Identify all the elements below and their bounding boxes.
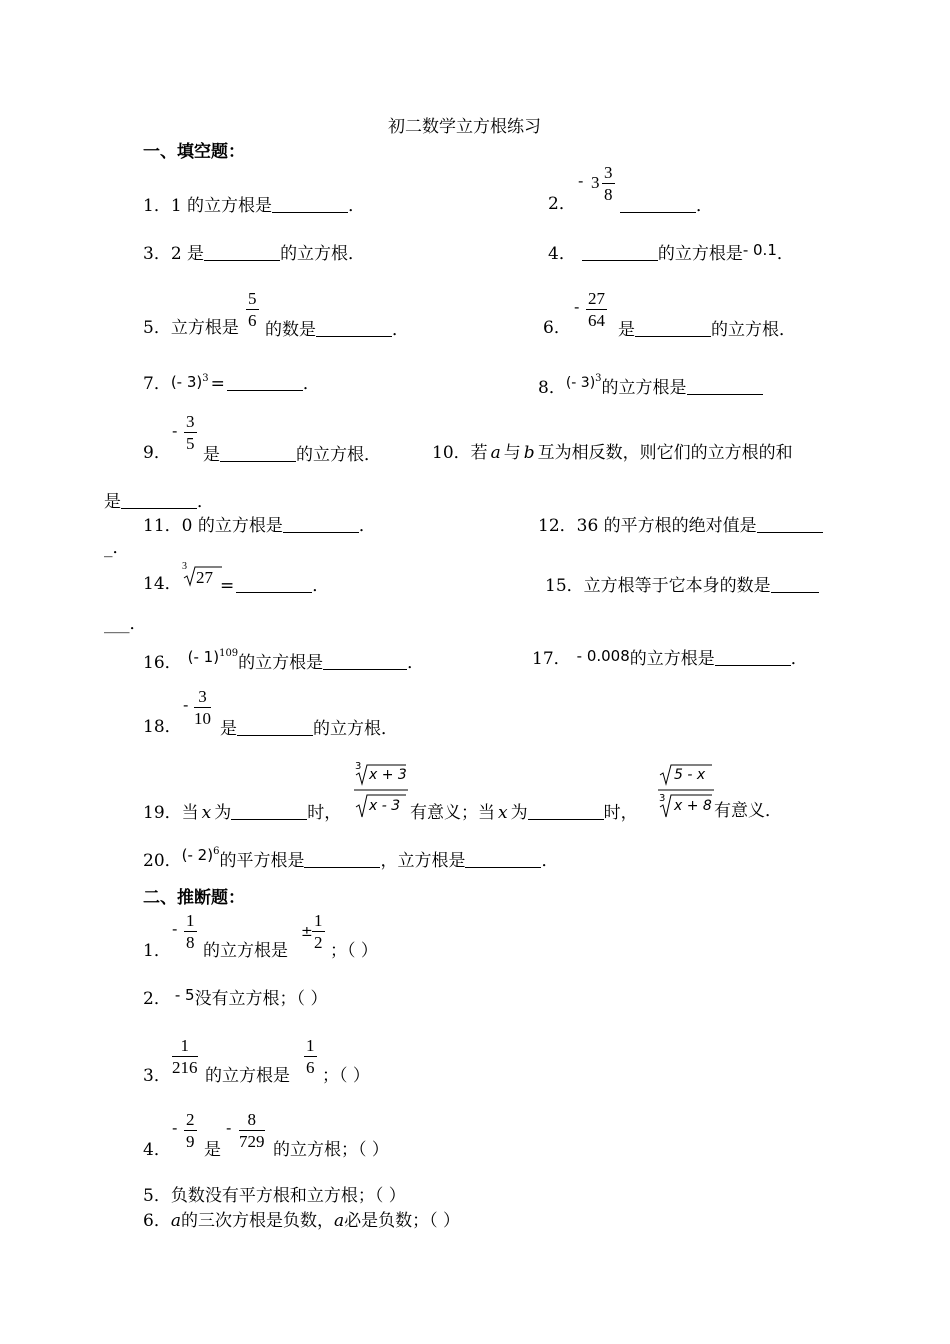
fraction-1-6: $\frac{1}{6}$ <box>306 1036 315 1077</box>
fraction-5-6: $\frac{5}{6}$ <box>248 289 257 330</box>
answer-blank[interactable] <box>236 576 312 593</box>
judge-4-mid: 是 <box>204 1140 221 1160</box>
question-15: 15．立方根等于它本身的数是 <box>545 576 819 595</box>
judge-3-tail: ；（ ） <box>322 1066 370 1086</box>
radical-expression-2: 3 5 - x x + 8 <box>656 762 714 822</box>
question-16: 16． (- 1)$^{109}$的立方根是 ． <box>143 648 425 673</box>
question-14-number: 14． <box>143 574 182 594</box>
question-5-tail: 的数是 ． <box>265 320 409 340</box>
fraction-27-64: $\frac{27}{64}$ <box>588 289 605 330</box>
answer-blank[interactable] <box>757 516 823 533</box>
question-14-tail: = ． <box>220 576 330 596</box>
judge-6: 6．a的三次方根是负数，a必是负数；（ ） <box>143 1211 461 1231</box>
answer-blank[interactable] <box>620 196 696 213</box>
page-title: 初二数学立方根练习 <box>388 117 541 137</box>
worksheet-page: 初二数学立方根练习 一、填空题： 1．1 的立方根是 ． 2． - 3 $\frac{3}{8}$ ． 3．2 是 的立方根． 4． 的立方根是- 0.1． 5．立方根是 $\frac{5}{6}$ 的数是 ． 6． - $\frac{27}{64}$ 是 的立方根． 7．(- 3)$^3$ = ． 8．$^{(- 3)3}$的立方根是 9． - $\frac{3}{5}$ 是 的立方根． 10．若 a 与 b 互为相反数，则它们的立方根的和 是 ． 11．0 的立方根是 ． 12．36 的平方根的绝对值是 _． 14． 3 27 = ． 15．立方根等于它本身的数是 ___． 16． (- 1)$^{109}$的立方根是 ． 17． - 0.008的立方根是 ． 18． - $\frac{3}{10}$ 是 的立方根． 19．当 x 为 时， 3 x + 3 x - 3 有意义；当 x 为 时， 3 5 - x x + 8 有意义． 20．(- 2)$^6$的平方根是 ，立方根是 ． 二、推断题： 1． - $\frac{1}{8}$ 的立方根是 ± $\frac{1}{2}$ ；（ ） 2． - 5没有立方根；（ ） 3． $\frac{1}{216}$ 的立方根是 $\frac{1}{6}$ ；（ ） 4． - $\frac{2}{9}$ 是 - $\frac{8}{729}$ 的立方根；（ ） 5．负数没有平方根和立方根；（ ） 6．a的三次方根是负数，a必是负数；（ ） <box>0 0 950 1344</box>
fraction-8-729: $\frac{8}{729}$ <box>239 1110 265 1151</box>
section-judgement-title: 二、推断题： <box>143 888 245 908</box>
judge-1-tail: ；（ ） <box>330 941 378 961</box>
question-2-tail: ． <box>620 196 713 215</box>
answer-blank[interactable] <box>715 649 791 666</box>
answer-blank[interactable] <box>272 196 348 213</box>
question-4: 4． 的立方根是- 0.1． <box>548 241 794 264</box>
radical-expression-1: 3 x + 3 x - 3 <box>352 762 408 822</box>
judge-1-mid: 的立方根是 <box>203 941 288 961</box>
question-5-start: 5．立方根是 <box>143 318 239 338</box>
question-19-start: 19．当 x 为 时， <box>143 803 342 823</box>
judge-5: 5．负数没有平方根和立方根；（ ） <box>143 1186 406 1206</box>
question-20: 20．(- 2)$^6$的平方根是 ，立方根是 ． <box>143 846 559 871</box>
answer-blank[interactable] <box>465 851 541 868</box>
judge-3-mid: 的立方根是 <box>205 1066 290 1086</box>
judge-2: 2． - 5没有立方根；（ ） <box>143 986 328 1009</box>
fraction-3-5: $\frac{3}{5}$ <box>186 412 195 453</box>
question-9-tail: 是 的立方根． <box>203 445 381 465</box>
answer-blank[interactable] <box>687 378 763 395</box>
answer-blank[interactable] <box>283 516 359 533</box>
question-17: 17． - 0.008的立方根是 ． <box>532 647 808 669</box>
answer-blank[interactable] <box>635 320 711 337</box>
minus-sign: - <box>574 298 580 316</box>
answer-blank[interactable] <box>304 851 380 868</box>
judge-4-tail: 的立方根；（ ） <box>273 1140 389 1160</box>
question-6-tail: 是 的立方根． <box>618 320 796 340</box>
question-19-mid: 有意义；当 x 为 时， <box>410 803 638 823</box>
minus-sign: - <box>226 1119 232 1137</box>
fraction-1-2: $\frac{1}{2}$ <box>314 911 323 952</box>
question-10-cont: 是 ． <box>104 492 214 512</box>
question-9-number: 9． <box>143 443 171 463</box>
question-12-cont: _． <box>104 538 130 558</box>
question-15-cont: ___． <box>104 614 147 634</box>
question-18-tail: 是 的立方根． <box>220 719 398 739</box>
answer-blank[interactable] <box>316 320 392 337</box>
question-18-number: 18． <box>143 717 182 737</box>
minus-sign: - <box>183 696 189 714</box>
minus-sign: - <box>172 422 178 440</box>
plus-minus-sign: ± <box>301 924 313 940</box>
fraction-2-9: $\frac{2}{9}$ <box>186 1110 195 1151</box>
judge-4-number: 4． <box>143 1140 171 1160</box>
question-19-tail: 有意义． <box>714 801 782 821</box>
question-11: 11．0 的立方根是 ． <box>143 516 376 536</box>
answer-blank[interactable] <box>237 719 313 736</box>
judge-3-number: 3． <box>143 1066 171 1086</box>
answer-blank[interactable] <box>528 803 604 820</box>
answer-blank[interactable] <box>582 244 658 261</box>
fraction-3-8: $\frac{3}{8}$ <box>604 163 613 204</box>
answer-blank[interactable] <box>204 244 280 261</box>
judge-1-number: 1． <box>143 941 171 961</box>
minus-sign: - <box>172 1119 178 1137</box>
question-6-number: 6． <box>543 318 571 338</box>
answer-blank[interactable] <box>771 576 819 593</box>
question-7: 7．(- 3)$^3$ = ． <box>143 373 320 394</box>
question-10: 10．若 a 与 b 互为相反数，则它们的立方根的和 <box>432 443 793 463</box>
question-2-number: 2． <box>548 194 576 214</box>
answer-blank[interactable] <box>323 653 407 670</box>
question-1: 1．1 的立方根是 ． <box>143 196 366 216</box>
answer-blank[interactable] <box>227 374 303 391</box>
answer-blank[interactable] <box>121 492 197 509</box>
question-8: 8．$^{(- 3)3}$的立方根是 <box>538 374 763 397</box>
mixed-whole: 3 <box>591 173 600 192</box>
answer-blank[interactable] <box>231 803 307 820</box>
fraction-1-8: $\frac{1}{8}$ <box>186 911 195 952</box>
section-fill-in-title: 一、填空题： <box>143 142 245 162</box>
question-12: 12．36 的平方根的绝对值是 <box>538 516 823 535</box>
fraction-3-10: $\frac{3}{10}$ <box>194 687 211 728</box>
minus-sign: - <box>172 920 178 938</box>
fraction-1-216: $\frac{1}{216}$ <box>172 1036 198 1077</box>
question-3: 3．2 是 的立方根． <box>143 244 366 264</box>
answer-blank[interactable] <box>220 445 296 462</box>
minus-sign: - <box>578 172 584 190</box>
